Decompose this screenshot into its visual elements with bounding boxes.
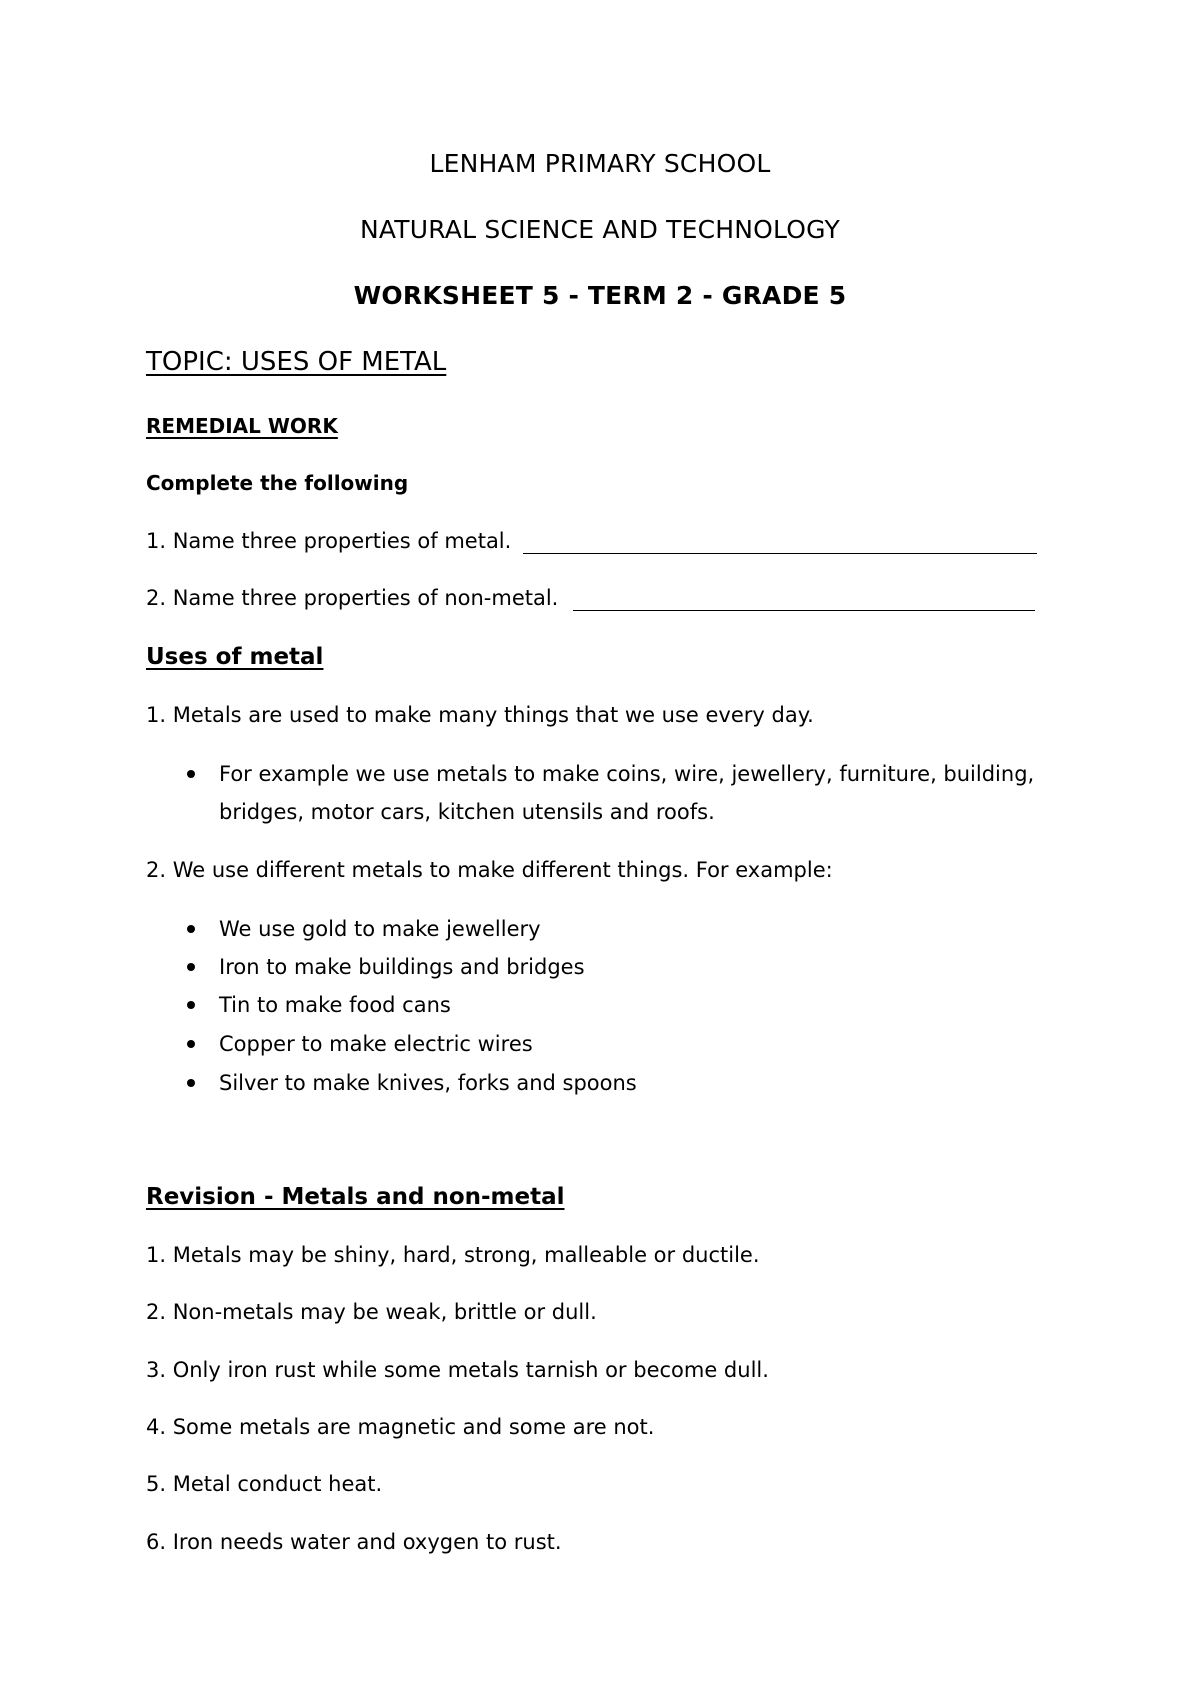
bullet-icon xyxy=(187,963,195,971)
revision-item: 4. Some metals are magnetic and some are not. xyxy=(146,1415,655,1439)
uses-list-item: Copper to make electric wires xyxy=(219,1032,533,1056)
bullet-icon xyxy=(187,770,195,778)
remedial-question-2: 2. Name three properties of non-metal. xyxy=(146,586,559,610)
answer-line-2[interactable] xyxy=(573,610,1035,611)
uses-list-item: We use gold to make jewellery xyxy=(219,917,541,941)
topic-heading: TOPIC: USES OF METAL xyxy=(146,347,447,377)
bullet-icon xyxy=(187,1001,195,1009)
uses-point-2: 2. We use different metals to make different things. For example: xyxy=(146,858,833,882)
bullet-icon xyxy=(187,925,195,933)
revision-heading: Revision - Metals and non-metal xyxy=(146,1184,565,1210)
revision-item: 5. Metal conduct heat. xyxy=(146,1472,383,1496)
subject-title: NATURAL SCIENCE AND TECHNOLOGY xyxy=(360,215,840,244)
uses-list-item: Tin to make food cans xyxy=(219,993,451,1017)
bullet-icon xyxy=(187,1040,195,1048)
remedial-instruction: Complete the following xyxy=(146,471,409,495)
school-name: LENHAM PRIMARY SCHOOL xyxy=(429,149,771,178)
uses-example: For example we use metals to make coins, wire, jewellery, furniture, building, bridges, motor cars, kitchen utensils and roofs. xyxy=(219,762,1035,824)
uses-heading: Uses of metal xyxy=(146,644,324,670)
uses-list-item: Silver to make knives, forks and spoons xyxy=(219,1071,637,1095)
revision-item: 6. Iron needs water and oxygen to rust. xyxy=(146,1530,562,1554)
revision-item: 2. Non-metals may be weak, brittle or dull. xyxy=(146,1300,597,1324)
revision-item: 1. Metals may be shiny, hard, strong, malleable or ductile. xyxy=(146,1243,760,1267)
revision-item: 3. Only iron rust while some metals tarnish or become dull. xyxy=(146,1358,769,1382)
answer-line-1[interactable] xyxy=(523,553,1037,554)
uses-list-item: Iron to make buildings and bridges xyxy=(219,955,585,979)
remedial-question-1: 1. Name three properties of metal. xyxy=(146,529,512,553)
uses-point-1: 1. Metals are used to make many things that we use every day. xyxy=(146,703,814,727)
bullet-icon xyxy=(187,1079,195,1087)
worksheet-title: WORKSHEET 5 - TERM 2 - GRADE 5 xyxy=(353,281,847,310)
remedial-heading: REMEDIAL WORK xyxy=(146,414,338,438)
